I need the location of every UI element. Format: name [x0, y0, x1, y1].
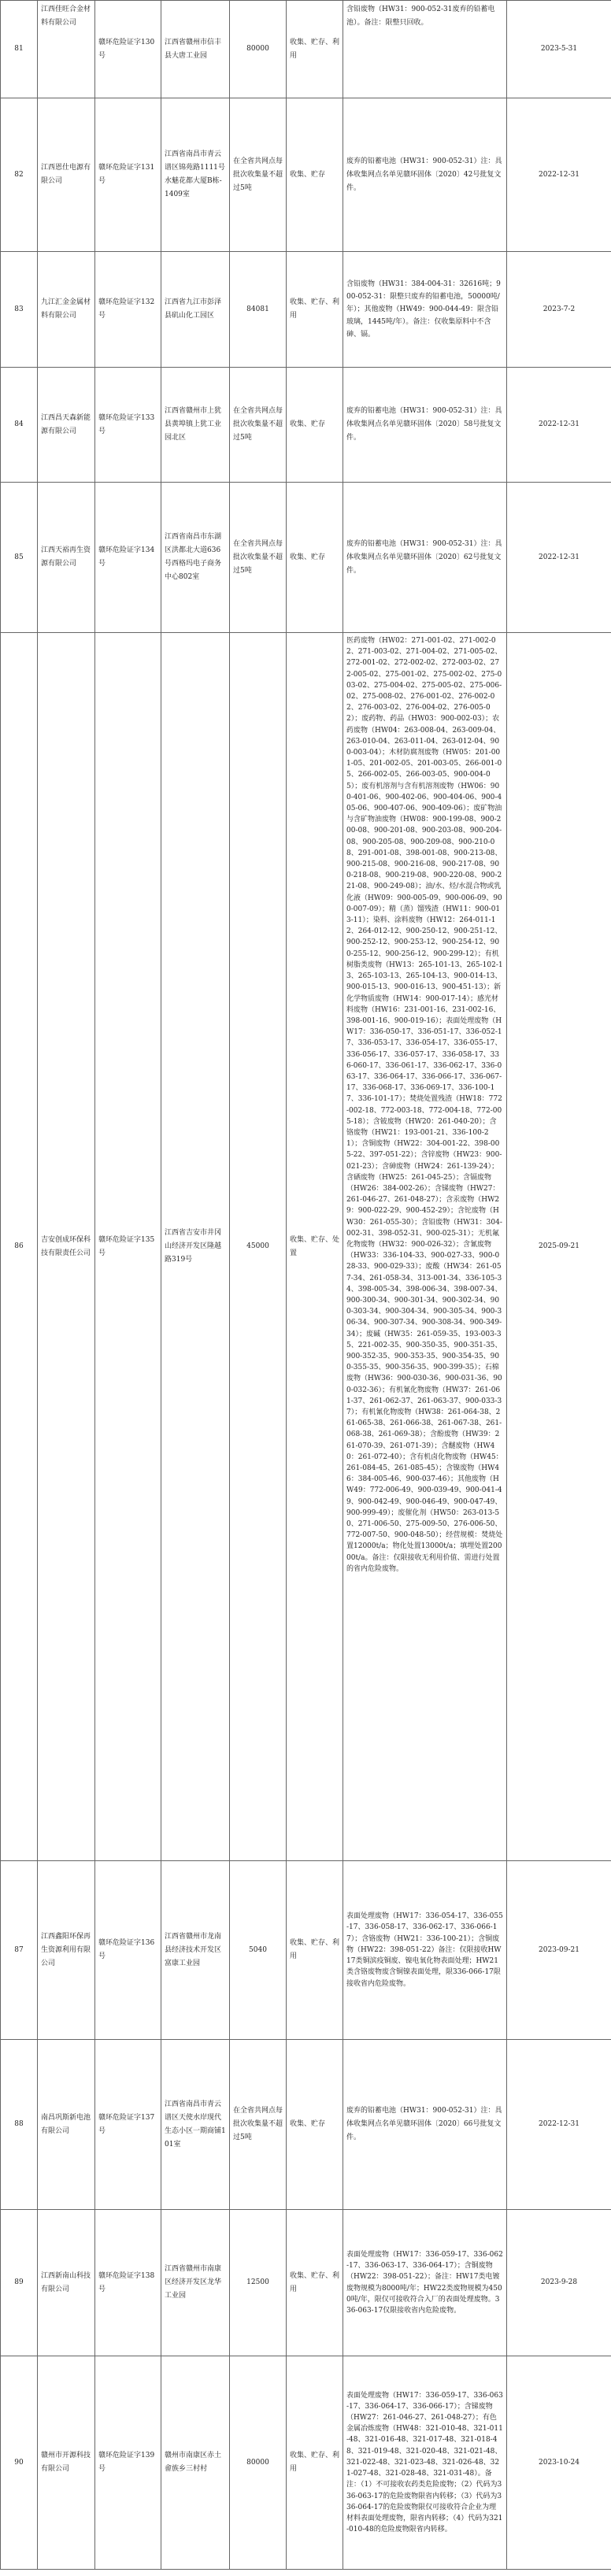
company-name: 南昌巩斯新电池有限公司 — [38, 2040, 95, 2210]
valid-date: 2022-12-31 — [507, 98, 611, 252]
valid-date: 2023-5-31 — [507, 1, 611, 98]
business-mode: 收集、贮存、利用 — [287, 1, 343, 98]
company-address: 江西省南昌市东湖区洪都北大道636号西格玛电子商务中心802室 — [161, 483, 230, 633]
table-row — [1, 2356, 611, 2570]
company-address: 江西省南昌市青云谱区天使水岸现代生态小区一期商铺101室 — [161, 2040, 230, 2210]
capacity: 在全省共网点每批次收集量不超过5吨 — [230, 2040, 287, 2210]
row-number: 84 — [1, 368, 38, 483]
capacity: 5040 — [230, 1861, 287, 2040]
permit-number: 赣环危险证字137号 — [95, 2040, 161, 2210]
table-row — [1, 1, 611, 98]
company-name: 江西佳旺合金材料有限公司 — [38, 1, 95, 98]
permit-number: 赣环危险证字134号 — [95, 483, 161, 633]
company-address: 江西省赣州市龙南县经济技术开发区富康工业园 — [161, 1861, 230, 2040]
table-row — [1, 98, 611, 252]
permit-number: 赣环危险证字132号 — [95, 252, 161, 368]
table-row — [1, 2210, 611, 2356]
waste-scope: 表面处理废物（HW17：336-059-17、336-062-17、336-063-17、336-064-17）；含铜废物（HW22：398-051-22）；备注：HW17类电镀废物规模为8000吨/年；HW22类废物规模为4500吨/年，限仅可接收符合入厂的表面处理废物。336-063-17仅限接收省内危险废物。 — [343, 2210, 507, 2356]
row-number: 90 — [1, 2356, 38, 2570]
waste-scope: 废弃的铅蓄电池（HW31：900-052-31）注：具体收集网点名单见赣环固体〔2020〕58号批复文件。 — [343, 368, 507, 483]
row-number: 82 — [1, 98, 38, 252]
company-name: 吉安创成环保科技有限责任公司 — [38, 633, 95, 1861]
company-name: 江西新南山科技有限公司 — [38, 2210, 95, 2356]
business-mode: 收集、贮存、利用 — [287, 1861, 343, 2040]
company-address: 江西省九江市彭泽县矶山化工园区 — [161, 252, 230, 368]
business-mode: 收集、贮存、利用 — [287, 252, 343, 368]
company-address: 江西省赣州市信丰县大唐工业园 — [161, 1, 230, 98]
company-address: 江西省赣州市上犹县黄埠镇上犹工业园北区 — [161, 368, 230, 483]
table-row — [1, 1861, 611, 2040]
row-number: 89 — [1, 2210, 38, 2356]
permit-number: 赣环危险证字135号 — [95, 633, 161, 1861]
permit-number: 赣环危险证字138号 — [95, 2210, 161, 2356]
row-number: 88 — [1, 2040, 38, 2210]
business-mode: 收集、贮存 — [287, 483, 343, 633]
table-row — [1, 368, 611, 483]
valid-date: 2025-09-21 — [507, 633, 611, 1861]
company-name: 江西恩仕电源有限公司 — [38, 98, 95, 252]
business-mode: 收集、贮存 — [287, 98, 343, 252]
waste-scope: 废弃的铅蓄电池（HW31：900-052-31）注：具体收集网点名单见赣环固体〔2020〕42号批复文件。 — [343, 98, 507, 252]
waste-scope: 废弃的铅蓄电池（HW31：900-052-31）注：具体收集网点名单见赣环固体〔2020〕66号批复文件。 — [343, 2040, 507, 2210]
valid-date: 2023-10-24 — [507, 2356, 611, 2570]
table-row — [1, 483, 611, 633]
permit-number: 赣环危险证字133号 — [95, 368, 161, 483]
company-address: 江西省南昌市青云谱区锦苑路1111号水魅花都大厦B栋-1409室 — [161, 98, 230, 252]
capacity: 在全省共网点每批次收集量不超过5吨 — [230, 98, 287, 252]
valid-date: 2023-7-2 — [507, 252, 611, 368]
valid-date: 2023-9-28 — [507, 2210, 611, 2356]
waste-scope: 医药废物（HW02：271-001-02、271-002-02、271-003-02、271-004-02、271-005-02、272-001-02、272-002-02、272-003-02、272-005-02、275-001-02、275-002-02、275-003-02、275-004-02、275-005-02、275-006-02、275-008-02、276-001-02、276-002-02、276-003-02、276-004-02、276-005-02）；废药物、药品（HW03：900-002-03）；农药废物（HW04：263-008-04、263-009-04、263-010-04、263-011-04、263-012-04、900-003-04）；木材防腐剂废物（HW05：201-001-05、201-002-05、201-003-05、266-001-05、266-002-05、266-003-05、900-004-05）；废有机溶剂与含有机溶剂废物（HW06：900-401-06、900-402-06、900-404-06、900-405-06、900-407-06、900-409-06）；废矿物油与含矿物油废物（HW08：900-199-08、900-200-08、900-201-08、900-203-08、900-204-08、900-205-08、900-209-08、900-210-08、291-001-08、398-001-08、900-213-08、900-215-08、900-216-08、900-217-08、900-218-08、900-219-08、900-220-08、900-221-08、900-249-08）；油/水、烃/水混合物或乳化液（HW09：900-005-09、900-006-09、900-007-09）；精（蒸）馏残渣（HW11：900-013-11）；染料、涂料废物（HW12：264-011-12、264-012-12、900-250-12、900-251-12、900-252-12、900-253-12、900-254-12、900-255-12、900-256-12、900-299-12）；有机树脂类废物（HW13：265-101-13、265-102-13、265-103-13、265-104-13、900-014-13、900-015-13、900-016-13、900-451-13）；新化学物质废物（HW14：900-017-14）；感光材料废物（HW16：231-001-16、231-002-16、398-001-16、900-019-16）；表面处理废物（HW17：336-050-17、336-051-17、336-052-17、336-053-17、336-054-17、336-055-17、336-056-17、336-057-17、336-058-17、336-060-17、336-061-17、336-062-17、336-063-17、336-064-17、336-066-17、336-067-17、336-068-17、336-069-17、336-100-17、336-101-17）；焚烧处置残渣（HW18：772-002-18、772-003-18、772-004-18、772-005-18）；含铍废物（HW20：261-040-20）；含铬废物（HW21：193-001-21、336-100-21）；含铜废物（HW22：304-001-22、398-005-22、397-051-22）；含锌废物（HW23：900-021-23）；含砷废物（HW24：261-139-24）；含硒废物（HW25：261-045-25）；含镉废物（HW26：384-002-26）；含锑废物（HW27：261-046-27、261-048-27）；含汞废物（HW29：900-022-29、900-452-29）；含铊废物（HW30：261-055-30）；含铅废物（HW31：304-002-31、398-052-31、900-025-31）；无机氟化物废物（HW32：900-026-32）；含氰废物（HW33：336-104-33、900-027-33、900-028-33、900-029-33）；废酸（HW34：261-057-34、261-058-34、313-001-34、336-105-34、398-005-34、398-006-34、398-007-34、900-300-34、900-301-34、900-302-34、900-303-34、900-304-34、900-305-34、900-306-34、900-307-34、900-308-34、900-349-34）；废碱（HW35：261-059-35、193-003-35、221-002-35、900-350-35、900-351-35、900-352-35、900-353-35、900-354-35、900-355-35、900-356-35、900-399-35）；石棉废物（HW36：900-030-36、900-031-36、900-032-36）；有机氰化物废物（HW37：261-061-37、261-062-37、261-063-37、900-033-37）；有机氰化物废物（HW38：261-064-38、261-065-38、261-066-38、261-067-38、261-068-38、261-069-38）；含酚废物（HW39：261-070-39、261-071-39）；含醚废物（HW40：261-072-40）；含有机卤化物废物（HW45：261-084-45、261-085-45）；含镍废物（HW46：384-005-46、900-037-46）；其他废物（HW49：772-006-49、900-039-49、900-041-49、900-042-49、900-046-49、900-047-49、900-999-49）；废催化剂（HW50：263-013-50、271-006-50、275-009-50、276-006-50、772-007-50、900-048-50）；经营规模：焚烧处置12000t/a；物化处置13000t/a；填埋处置20000t/a。备注：仅限接收无利用价值、需进行处置的省内危险废物。 — [343, 633, 507, 1861]
table-row — [1, 252, 611, 368]
company-address: 江西省吉安市井冈山经济开发区隆越路319号 — [161, 633, 230, 1861]
business-mode: 收集、贮存、处置 — [287, 633, 343, 1861]
company-name: 赣州市开源科技有限公司 — [38, 2356, 95, 2570]
waste-scope: 废弃的铅蓄电池（HW31：900-052-31）注：具体收集网点名单见赣环固体〔2020〕62号批复文件。 — [343, 483, 507, 633]
company-address: 江西省赣州市南康区经济开发区龙华工业园 — [161, 2210, 230, 2356]
row-number: 86 — [1, 633, 38, 1861]
capacity: 84081 — [230, 252, 287, 368]
row-number: 87 — [1, 1861, 38, 2040]
business-mode: 收集、贮存 — [287, 2040, 343, 2210]
company-name: 江西鑫阳环保再生资源利用有限公司 — [38, 1861, 95, 2040]
company-address: 赣州市南康区赤土畲族乡三村村 — [161, 2356, 230, 2570]
capacity: 45000 — [230, 633, 287, 1861]
company-name: 江西天裕再生资源有限公司 — [38, 483, 95, 633]
capacity: 12500 — [230, 2210, 287, 2356]
capacity: 在全省共网点每批次收集量不超过5吨 — [230, 368, 287, 483]
waste-scope: 含铅废物（HW31：384-004-31：32616吨；900-052-31：限整只废弃的铅蓄电池，50000吨/年）；其他废物（HW49：900-044-49：限含铅玻璃，1445吨/年）。备注：仅收集原料中不含砷、镉。 — [343, 252, 507, 368]
waste-scope: 含铅废物（HW31：900-052-31废弃的铅蓄电池）。备注：限整只回收。 — [343, 1, 507, 98]
capacity: 80000 — [230, 1, 287, 98]
table-row — [1, 633, 611, 1861]
row-number: 85 — [1, 483, 38, 633]
business-mode: 收集、贮存 — [287, 368, 343, 483]
valid-date: 2022-12-31 — [507, 483, 611, 633]
permit-number: 赣环危险证字131号 — [95, 98, 161, 252]
valid-date: 2022-12-31 — [507, 368, 611, 483]
business-mode: 收集、贮存、利用 — [287, 2356, 343, 2570]
company-name: 九江汇金金属材料有限公司 — [38, 252, 95, 368]
business-mode: 收集、贮存、利用 — [287, 2210, 343, 2356]
capacity: 80000 — [230, 2356, 287, 2570]
valid-date: 2023-09-21 — [507, 1861, 611, 2040]
permit-number: 赣环危险证字136号 — [95, 1861, 161, 2040]
row-number: 81 — [1, 1, 38, 98]
row-number: 83 — [1, 252, 38, 368]
capacity: 在全省共网点每批次收集量不超过5吨 — [230, 483, 287, 633]
permit-number: 赣环危险证字130号 — [95, 1, 161, 98]
permit-number: 赣环危险证字139号 — [95, 2356, 161, 2570]
table-row — [1, 2040, 611, 2210]
waste-scope: 表面处理废物（HW17：336-059-17、336-063-17、336-064-17、336-066-17）；含锑废物（HW27：261-046-27、261-048-27）；有色金属冶炼废物（HW48：321-010-48、321-011-48、321-016-48、321-017-48、321-018-48、321-019-48、321-020-48、321-021-48、321-022-48、321-023-48、321-026-48、321-027-48、321-028-48、321-031-48）。备注：（1）不可接收农药类危险废物；（2）代码为336-063-17的危险废物限省内转移；（3）代码为336-064-17的危险废物限仅可接收符合企业为理材料表面处理废物，限省内转移；（4）代码为321-010-48的危险废物限省内转移。 — [343, 2356, 507, 2570]
waste-scope: 表面处理废物（HW17：336-054-17、336-055-17、336-058-17、336-062-17、336-066-17）；含铬废物（HW21：336-100-21）；含铜废物（HW22：398-051-22）备注：仅限接收HW17类铜滨疫铜废、镍电氧化物表面处理；HW21类含铬废物废含铜镍表面处理，限336-066-17限接收省内危险废物。 — [343, 1861, 507, 2040]
company-name: 江西昌天森新能源有限公司 — [38, 368, 95, 483]
valid-date: 2022-12-31 — [507, 2040, 611, 2210]
